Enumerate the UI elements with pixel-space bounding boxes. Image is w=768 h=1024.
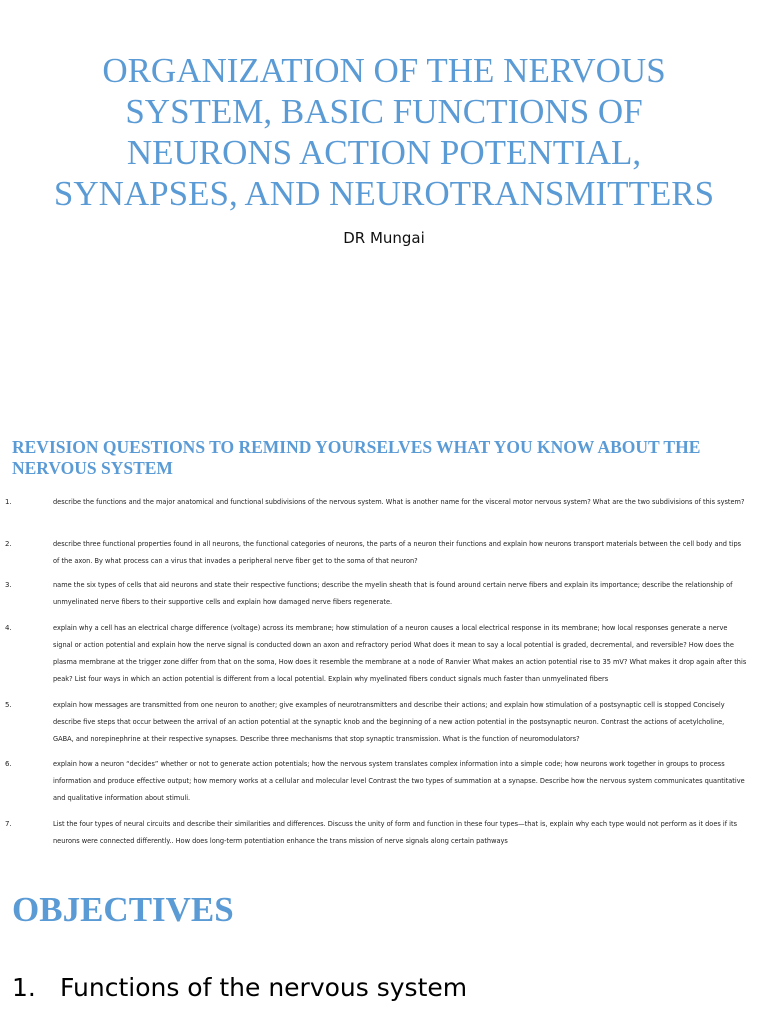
- question-text: name the six types of cells that aid neurons and state their respective functions; describe the myelin sheath that is found around certain nerve fibers and explain its importance; describe the relationship of unmyelinated nerve fibers to their supportive cells and explain how damaged nerve fibers regenerate.: [53, 581, 733, 606]
- question-number: 4.: [5, 624, 12, 632]
- slide-title-line: NEURONS ACTION POTENTIAL,: [126, 133, 642, 172]
- objective-item: [12, 970, 467, 1006]
- objective-number: 1.: [12, 973, 36, 1002]
- question-number: 1.: [5, 498, 12, 506]
- question-number: 7.: [5, 820, 12, 828]
- objectives-heading: OBJECTIVES: [12, 890, 234, 929]
- objective-text: Functions of the nervous system: [60, 973, 468, 1002]
- revision-heading: REVISION QUESTIONS TO REMIND YOURSELVES WHAT YOU KNOW ABOUT THE NERVOUS SYSTEM: [12, 437, 701, 478]
- question-text: explain how messages are transmitted from one neuron to another; give examples of neurotransmitters and describe their actions; and explain how stimulation of a postsynaptic cell is stopped Concisely describe five steps that occur between the arrival of an action potential at the synaptic knob and the beginning of a new action potential in the postsynaptic neuron. Contrast the actions of acetylcholine, GABA, and norepinephrine at their respective synapses. Describe three mechanisms that stop synaptic transmission. What is the function of neuromodulators?: [53, 701, 725, 743]
- question-text: explain how a neuron “decides” whether or not to generate action potentials; how the nervous system translates complex information into a simple code; how neurons work together in groups to process information and produce effective output; how memory works at a cellular and molecular level Contrast the two types of summation at a synapse. Describe how the nervous system communicates quantitative and qualitative information about stimuli.: [53, 760, 745, 802]
- question-number: 6.: [5, 760, 12, 768]
- question-text: describe the functions and the major anatomical and functional subdivisions of the nervous system. What is another name for the visceral motor nervous system? What are the two subdivisions of this system?: [53, 498, 745, 506]
- slide-title-line: ORGANIZATION OF THE NERVOUS: [102, 51, 666, 90]
- author-name: DR Mungai: [343, 229, 425, 247]
- question-text: describe three functional properties found in all neurons, the functional categories of neurons, the parts of a neuron their functions and explain how neurons transport materials between the cell body and tips of the axon. By what process can a virus that invades a peripheral nerve fiber get to the soma of that neuron?: [53, 540, 742, 565]
- question-text: List the four types of neural circuits and describe their similarities and differences. Discuss the unity of form and function in these four types—that is, explain why each type would not perform as it does if its neurons were connected differently.. How does long-term potentiation enhance the trans mission of nerve signals along certain pathways: [53, 820, 738, 845]
- slide-title-line: SYNAPSES, AND NEUROTRANSMITTERS: [53, 174, 715, 213]
- question-number: 2.: [5, 540, 12, 548]
- question-text: explain why a cell has an electrical charge difference (voltage) across its membrane; how stimulation of a neuron causes a local electrical response in its membrane; how local responses generate a nerve signal or action potential and explain how the nerve signal is conducted down an axon and refractory period What does it mean to say a local potential is graded, decremental, and reversible? How does the plasma membrane at the trigger zone differ from that on the soma, How does it resemble the membrane at a node of Ranvier What makes an action potential rise to 35 mV? What makes it drop again after this peak? List four ways in which an action potential is different from a local potential. Explain why myelinated fibers conduct signals much faster than unmyelinated fibers: [53, 624, 747, 683]
- question-number: 3.: [5, 581, 12, 589]
- question-number: 5.: [5, 701, 12, 709]
- slide-title-line: SYSTEM, BASIC FUNCTIONS OF: [125, 92, 643, 131]
